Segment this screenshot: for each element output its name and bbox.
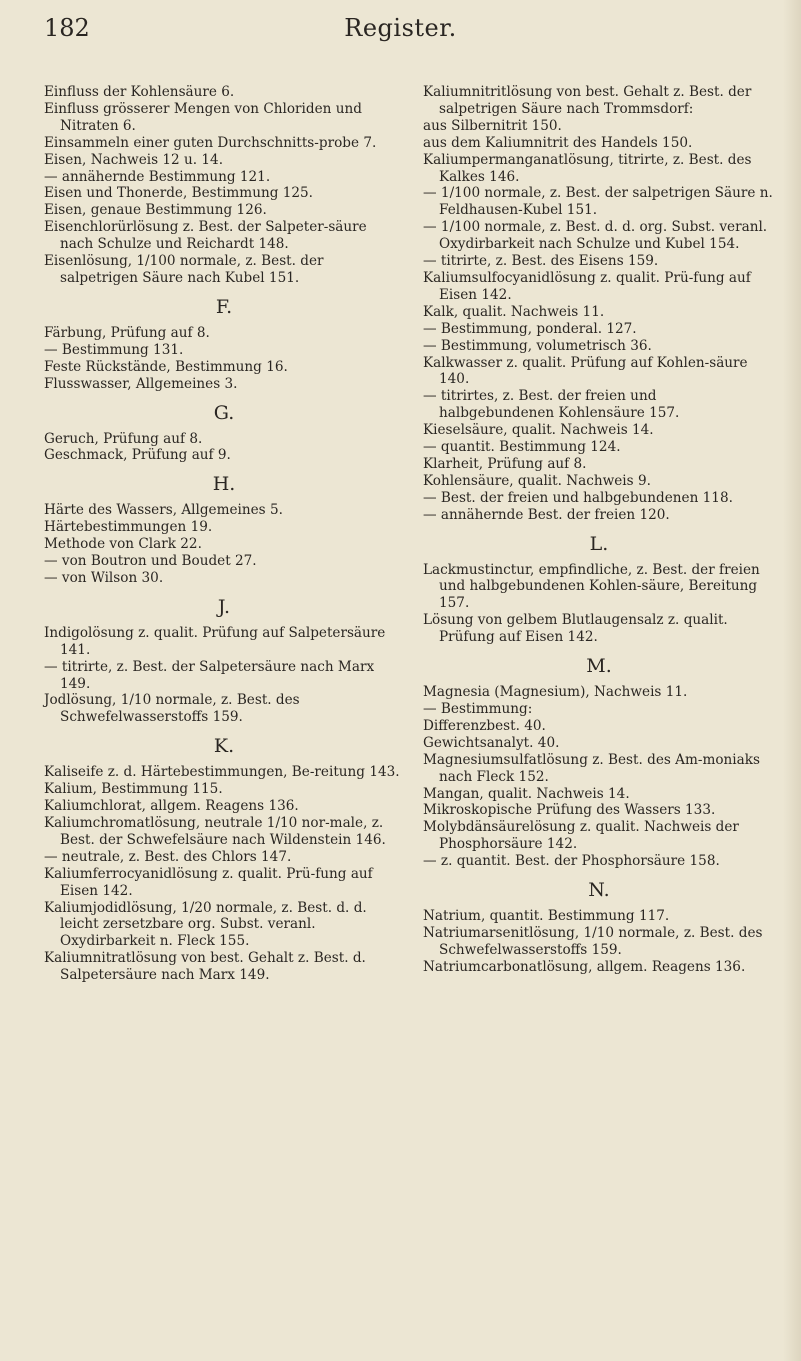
index-entry: Geruch, Prüfung auf 8. <box>44 430 203 447</box>
index-entry: Einfluss der Kohlensäure 6. <box>44 84 235 100</box>
index-entry: Kalkwasser z. qualit. Prüfung auf Kohlen-säure 140. <box>423 354 748 388</box>
index-entry: — annähernde Bestimmung 121. <box>44 168 271 185</box>
section-letter-heading: M. <box>586 655 612 678</box>
index-entry: Kaliumnitritlösung von best. Gehalt z. Best. der salpetrigen Säure nach Trommsdorf: <box>423 84 752 117</box>
index-entry: Klarheit, Prüfung auf 8. <box>423 455 587 472</box>
section-letter-heading: H. <box>212 473 236 496</box>
index-entry: — Bestimmung 131. <box>44 341 184 358</box>
index-entry: Lackmustinctur, empfindliche, z. Best. der freien und halbgebundenen Kohlen-säure, Bereitung 157. <box>423 561 760 612</box>
section-letter-heading: N. <box>588 879 610 902</box>
index-entry: — titrirtes, z. Best. der freien und halbgebundenen Kohlensäure 157. <box>423 388 680 422</box>
index-entry: Natrium, quantit. Bestimmung 117. <box>423 908 670 925</box>
index-entry: Mikroskopische Prüfung des Wassers 133. <box>423 802 716 819</box>
index-entry: Kaliumchromatlösung, neutrale 1/10 nor-male, z. Best. der Schwefelsäure nach Wildenstein 146. <box>44 815 386 848</box>
index-entry: — annähernde Best. der freien 120. <box>423 506 670 523</box>
index-entry: Kieselsäure, qualit. Nachweis 14. <box>423 422 654 439</box>
section-letter-heading: L. <box>589 532 609 555</box>
index-entry: Einfluss grösserer Mengen von Chloriden und Nitraten 6. <box>44 100 362 134</box>
index-entry: Methode von Clark 22. <box>44 536 202 553</box>
running-head: Register. <box>344 14 457 42</box>
index-entry: Kaliumpermanganatlösung, titrirte, z. Best. des Kalkes 146. <box>423 151 752 185</box>
index-entry: Kaliumchlorat, allgem. Reagens 136. <box>44 798 299 815</box>
index-entry: Härte des Wassers, Allgemeines 5. <box>44 502 283 519</box>
index-entry: — 1/100 normale, z. Best. d. d. org. Subst. veranl. Oxydirbarkeit nach Schulze und Kubel 154. <box>423 219 768 253</box>
section-letter-heading: F. <box>215 295 233 318</box>
index-entry: Kaliumsulfocyanidlösung z. qualit. Prü-fung auf Eisen 142. <box>423 269 751 303</box>
index-entry: Kaliumjodidlösung, 1/20 normale, z. Best. d. d. leicht zersetzbare org. Subst. veranl. Oxydirbarkeit n. Fleck 155. <box>44 899 367 950</box>
index-entry: Natriumarsenitlösung, 1/10 normale, z. Best. des Schwefelwasserstoffs 159. <box>423 924 763 958</box>
index-entry: — 1/100 normale, z. Best. der salpetrigen Säure n. Feldhausen-Kubel 151. <box>423 185 773 219</box>
page-header <box>44 14 757 54</box>
index-entry: aus Silbernitrit 150. <box>423 117 562 134</box>
index-entry: — Bestimmung, volumetrisch 36. <box>423 337 652 354</box>
index-column-left <box>44 84 404 984</box>
index-entry: Molybdänsäurelösung z. qualit. Nachweis der Phosphorsäure 142. <box>423 819 739 853</box>
index-column-right <box>423 84 775 976</box>
page-edge-shadow <box>783 0 801 1361</box>
index-entry: Einsammeln einer guten Durchschnitts-probe 7. <box>44 134 377 151</box>
section-letter-heading: K. <box>213 735 235 758</box>
index-entry: Eisenlösung, 1/100 normale, z. Best. der salpetrigen Säure nach Kubel 151. <box>44 253 324 286</box>
index-entry: — titrirte, z. Best. des Eisens 159. <box>423 253 659 270</box>
index-entry: Kaliumferrocyanidlösung z. qualit. Prü-fung auf Eisen 142. <box>44 865 373 899</box>
index-entry: Färbung, Prüfung auf 8. <box>44 324 210 341</box>
index-entry: — von Wilson 30. <box>44 569 164 586</box>
index-entry: Eisenchlorürlösung z. Best. der Salpeter-säure nach Schulze und Reichardt 148. <box>44 219 367 253</box>
index-entry: Differenzbest. 40. <box>423 717 546 734</box>
index-entry: Natriumcarbonatlösung, allgem. Reagens 136. <box>423 958 746 975</box>
index-entry: — neutrale, z. Best. des Chlors 147. <box>44 848 292 865</box>
index-entry: Kaliseife z. d. Härtebestimmungen, Be-reitung 143. <box>44 764 400 781</box>
index-entry: Gewichtsanalyt. 40. <box>423 734 560 751</box>
index-entry: Jodlösung, 1/10 normale, z. Best. des Schwefelwasserstoffs 159. <box>44 692 300 726</box>
page-number: 182 <box>44 14 90 42</box>
index-entry: Kaliumnitratlösung von best. Gehalt z. Best. d. Salpetersäure nach Marx 149. <box>44 950 366 984</box>
index-entry: Eisen, genaue Bestimmung 126. <box>44 202 267 219</box>
index-entry: Härtebestimmungen 19. <box>44 519 213 536</box>
index-entry: — titrirte, z. Best. der Salpetersäure nach Marx 149. <box>44 658 375 692</box>
index-entry: Kalium, Bestimmung 115. <box>44 781 223 798</box>
index-entry: Magnesiumsulfatlösung z. Best. des Am-moniaks nach Fleck 152. <box>423 751 760 785</box>
index-entry: Mangan, qualit. Nachweis 14. <box>423 785 630 802</box>
section-letter-heading: J. <box>217 595 231 618</box>
index-entry: Eisen, Nachweis 12 u. 14. <box>44 151 224 168</box>
index-entry: — Bestimmung: <box>423 701 533 717</box>
index-entry: — quantit. Bestimmung 124. <box>423 439 621 456</box>
index-entry: — Bestimmung, ponderal. 127. <box>423 320 637 337</box>
index-entry: aus dem Kaliumnitrit des Handels 150. <box>423 134 693 151</box>
index-entry: Lösung von gelbem Blutlaugensalz z. qualit. Prüfung auf Eisen 142. <box>423 612 728 646</box>
index-entry: Eisen und Thonerde, Bestimmung 125. <box>44 185 313 202</box>
index-entry: — Best. der freien und halbgebundenen 118. <box>423 489 733 506</box>
index-entry: Geschmack, Prüfung auf 9. <box>44 447 231 464</box>
index-entry: Indigolösung z. qualit. Prüfung auf Salpetersäure 141. <box>44 624 386 658</box>
index-entry: Magnesia (Magnesium), Nachweis 11. <box>423 684 688 701</box>
section-letter-heading: G. <box>213 401 235 424</box>
index-entry: — von Boutron und Boudet 27. <box>44 553 257 570</box>
index-entry: Kalk, qualit. Nachweis 11. <box>423 303 605 320</box>
index-entry: — z. quantit. Best. der Phosphorsäure 158. <box>423 853 720 870</box>
index-entry: Kohlensäure, qualit. Nachweis 9. <box>423 472 651 489</box>
index-entry: Feste Rückstände, Bestimmung 16. <box>44 358 288 375</box>
index-entry: Flusswasser, Allgemeines 3. <box>44 375 238 392</box>
